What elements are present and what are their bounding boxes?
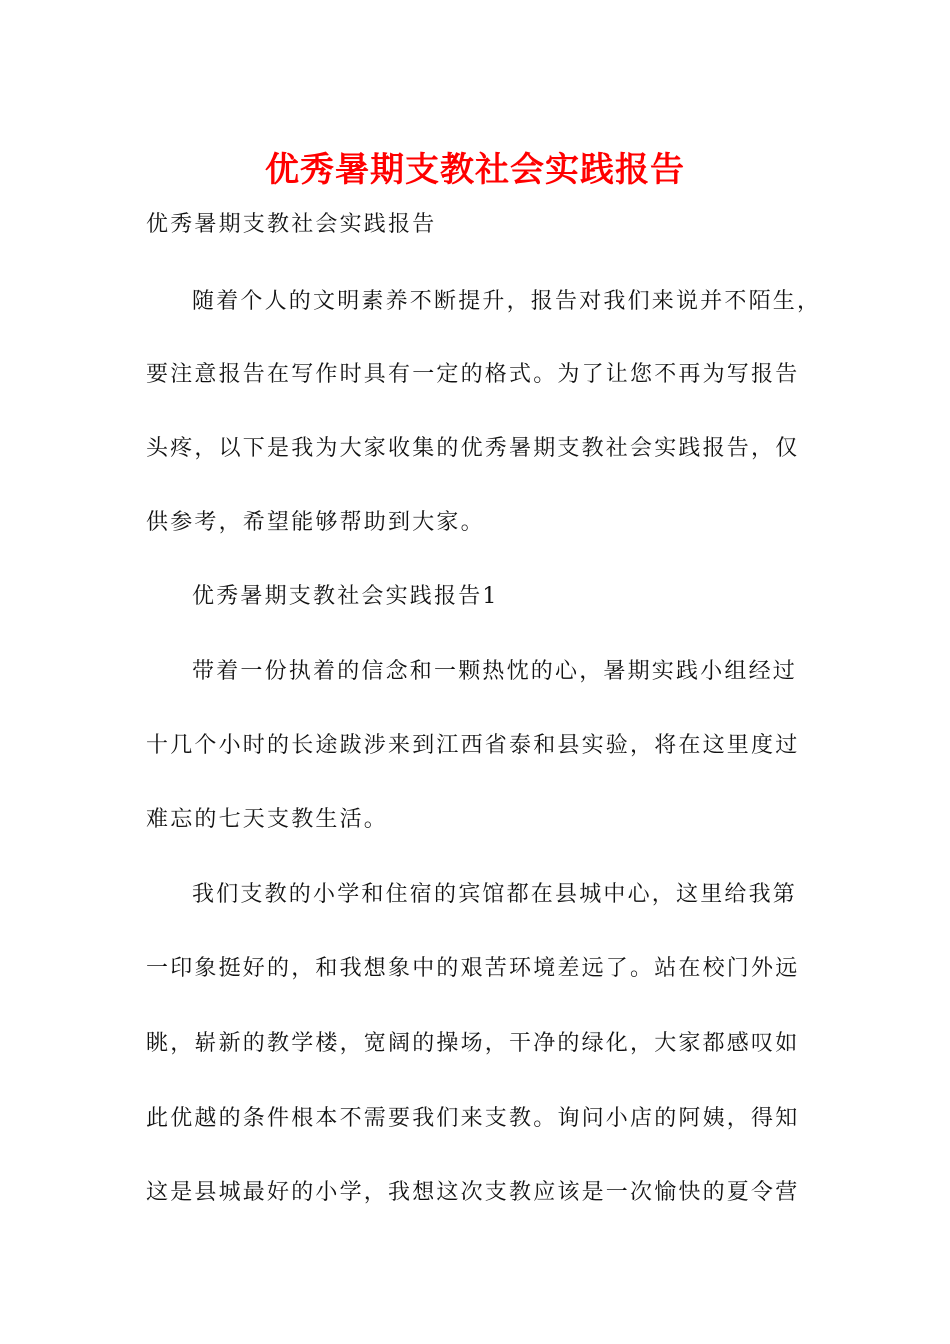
paragraph-line: 十几个小时的长途跋涉来到江西省泰和县实验，将在这里度过 [146,733,800,758]
paragraph-line: 我们支教的小学和住宿的宾馆都在县城中心，这里给我第 [192,882,798,907]
paragraph-line: 这是县城最好的小学，我想这次支教应该是一次愉快的夏令营 [146,1180,800,1205]
paragraph-line: 供参考，希望能够帮助到大家。 [146,510,485,535]
paragraph-line: 随着个人的文明素养不断提升，报告对我们来说并不陌生， [192,289,822,314]
paragraph-line: 要注意报告在写作时具有一定的格式。为了让您不再为写报告 [146,362,800,387]
document-subtitle: 优秀暑期支教社会实践报告 [146,212,437,237]
paragraph-line: 难忘的七天支教生活。 [146,807,389,832]
paragraph-line: 头疼，以下是我为大家收集的优秀暑期支教社会实践报告，仅 [146,436,800,461]
paragraph-line: 眺，崭新的教学楼，宽阔的操场，干净的绿化，大家都感叹如 [146,1031,800,1056]
paragraph-line: 此优越的条件根本不需要我们来支教。询问小店的阿姨，得知 [146,1106,800,1131]
paragraph-line: 带着一份执着的信念和一颗热忱的心，暑期实践小组经过 [192,659,798,684]
section-heading: 优秀暑期支教社会实践报告1 [192,584,499,609]
paragraph-line: 一印象挺好的，和我想象中的艰苦环境差远了。站在校门外远 [146,956,800,981]
document-title: 优秀暑期支教社会实践报告 [265,150,685,190]
